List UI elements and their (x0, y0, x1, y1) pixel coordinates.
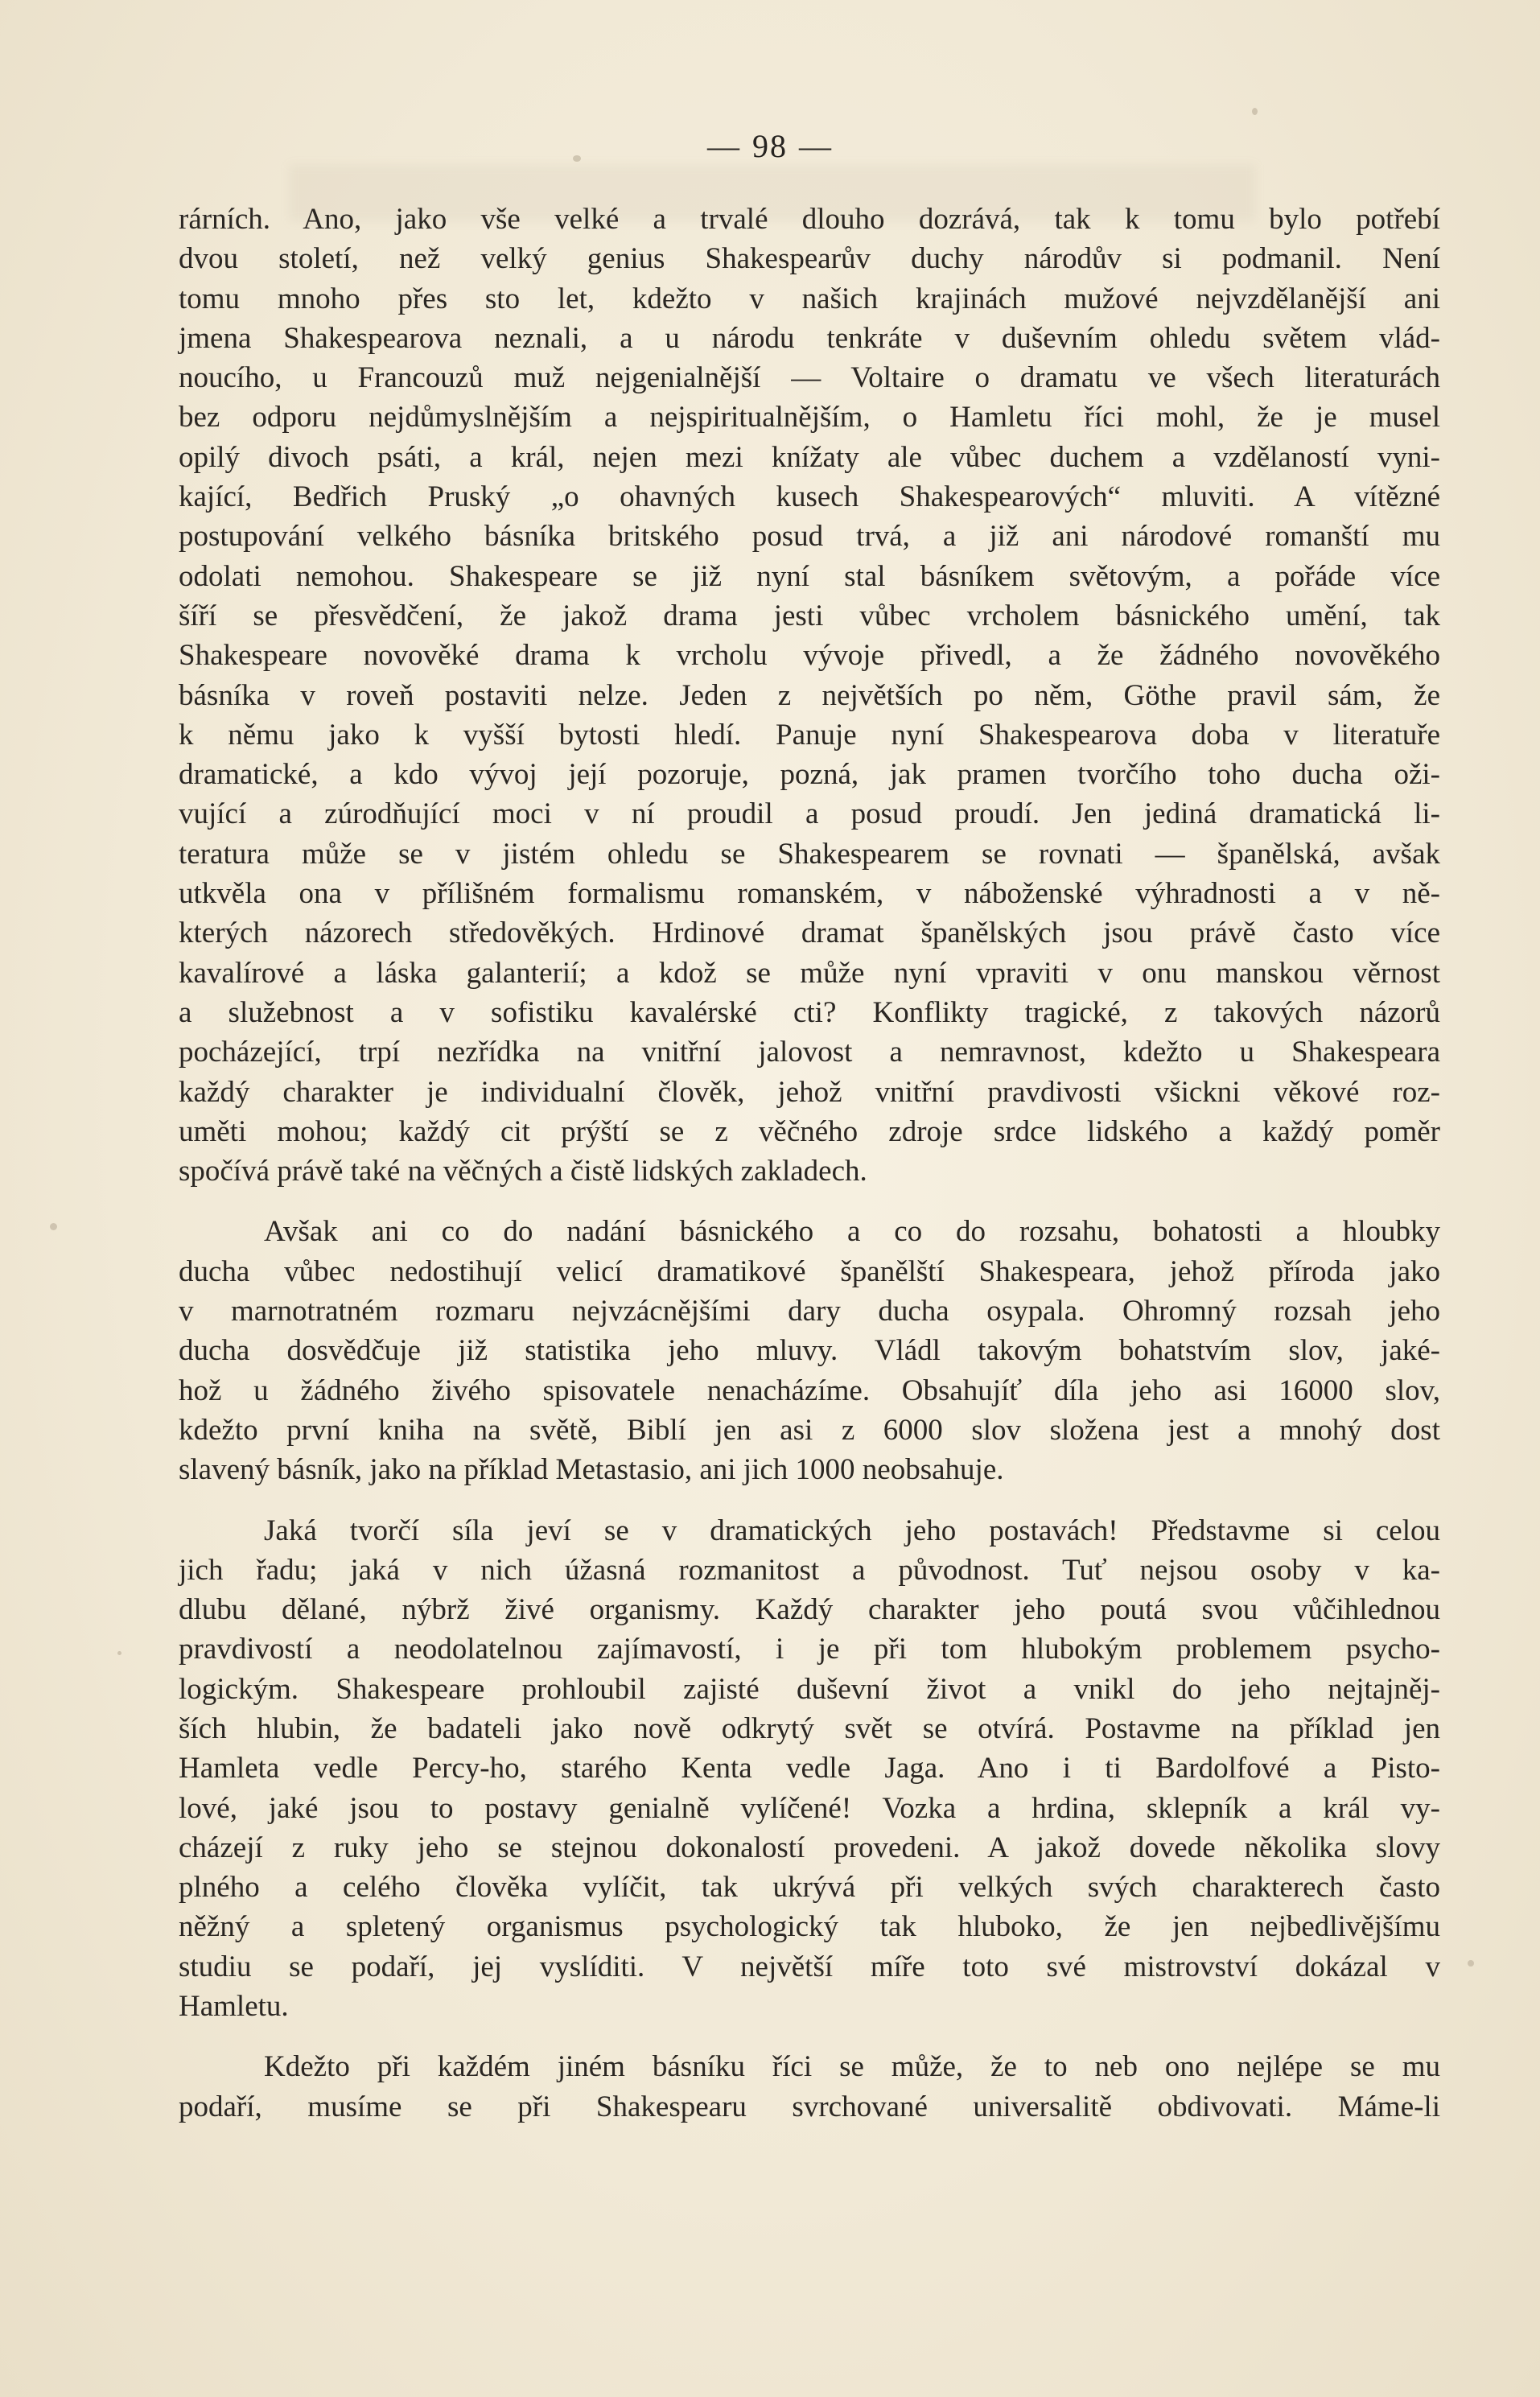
text-line: Kdežto při každém jiném básníku říci se může, že to neb ono nejlépe se mu (264, 2050, 1440, 2084)
paragraph (179, 200, 1440, 1191)
text-line: kající, Bedřich Pruský „o ohavných kusech Shakespearových“ mluviti. A vítězné (179, 480, 1440, 514)
text-line: slavený básník, jako na příklad Metastasio, ani jich 1000 neobsahuje. (179, 1453, 1004, 1487)
text-line: bez odporu nejdůmyslnějším a nejspiritualnějším, o Hamletu říci mohl, že je musel (179, 401, 1440, 435)
paragraph (179, 1212, 1440, 1489)
text-line: rárních. Ano, jako vše velké a trvalé dlouho dozrává, tak k tomu bylo potřebí (179, 203, 1440, 236)
text-line: ších hlubin, že badateli jako nově odkrytý svět se otvírá. Postavme na příklad jen (179, 1711, 1440, 1745)
text-line: jich řadu; jaká v nich úžasná rozmanitost a původnost. Tuť nejsou osoby v ka- (179, 1553, 1440, 1587)
text-line: utkvěla ona v přílišném formalismu romanském, v náboženské výhradnosti a v ně- (179, 877, 1440, 911)
page-number-dash-right: — (799, 128, 833, 164)
text-line: cházejí z ruky jeho se stejnou dokonalostí provedeni. A jakož dovede několika slovy (179, 1831, 1440, 1864)
text-line: plného a celého člověka vylíčit, tak ukrývá při velkých svých charakterech často (179, 1871, 1440, 1905)
text-line: postupování velkého básníka britského posud trvá, a již ani národové romanští mu (179, 520, 1440, 554)
text-line: Shakespeare novověké drama k vrcholu vývoje přivedl, a že žádného novověkého (179, 639, 1440, 673)
text-line: a služebnost a v sofistiku kavalérské cti? Konflikty tragické, z takových názorů (179, 995, 1440, 1029)
text-line: něžný a spletený organismus psychologický tak hluboko, že jen nejbedlivějšímu (179, 1910, 1440, 1944)
text-line: dramatické, a kdo vývoj její pozoruje, pozná, jak pramen tvorčího toho ducha oži- (179, 758, 1440, 792)
paper-speck (117, 1651, 121, 1655)
text-line: kterých názorech středověkých. Hrdinové dramat španělských jsou právě často více (179, 916, 1440, 950)
text-line: v marnotratném rozmaru nejvzácnějšími dary ducha osypala. Ohromný rozsah jeho (179, 1295, 1440, 1328)
text-line: dvou století, než velký genius Shakespearův duchy národův si podmanil. Není (179, 242, 1440, 276)
paragraph (179, 2047, 1440, 2127)
text-line: teratura může se v jistém ohledu se Shakespearem se rovnati — španělská, avšak (179, 837, 1440, 871)
text-line: ducha vůbec nedostihují velicí dramatikové španělští Shakespeara, jehož příroda jako (179, 1254, 1440, 1288)
page-number-value: 98 (752, 128, 788, 164)
paragraph (179, 1511, 1440, 2027)
text-line: k němu jako k vyšší bytosti hledí. Panuje nyní Shakespearova doba v literatuře (179, 718, 1440, 752)
text-line: básníka v roveň postaviti nelze. Jeden z největších po něm, Göthe pravil sám, že (179, 678, 1440, 712)
text-line: hož u žádného živého spisovatele nenacházíme. Obsahujíť díla jeho asi 16000 slov, (179, 1374, 1440, 1407)
page-number (0, 127, 1540, 165)
text-line: podaří, musíme se při Shakespearu svrchované universalitě obdivovati. Máme-li (179, 2090, 1440, 2123)
paper-speck (50, 1223, 57, 1230)
text-line: logickým. Shakespeare prohloubil zajisté duševní život a vnikl do jeho nejtajněj- (179, 1672, 1440, 1706)
text-line: pravdivostí a neodolatelnou zajímavostí, i je při tom hlubokým problemem psycho- (179, 1633, 1440, 1666)
text-line: odolati nemohou. Shakespeare se již nyní stal básníkem světovým, a pořáde více (179, 559, 1440, 593)
text-line: kavalírové a láska galanterií; a kdož se může nyní vpraviti v onu manskou věrnost (179, 956, 1440, 990)
text-line: vující a zúrodňující moci v ní proudil a posud proudí. Jen jediná dramatická li- (179, 797, 1440, 831)
text-line: spočívá právě také na věčných a čistě lidských zakladech. (179, 1155, 867, 1188)
text-line: každý charakter je individualní člověk, jehož vnitřní pravdivosti všickni věkové roz- (179, 1075, 1440, 1109)
paper-speck (1252, 108, 1258, 115)
text-line: tomu mnoho přes sto let, kdežto v našich krajinách mužové nejvzdělanější ani (179, 282, 1440, 315)
text-line: Jaká tvorčí síla jeví se v dramatických jeho postavách! Představme si celou (264, 1514, 1440, 1547)
text-line: kdežto první kniha na světě, Biblí jen asi z 6000 slov složena jest a mnohý dost (179, 1413, 1440, 1447)
text-line: šíří se přesvědčení, že jakož drama jesti vůbec vrcholem básnického umění, tak (179, 599, 1440, 632)
text-line: studiu se podaří, jej vyslíditi. V největší míře toto své mistrovství dokázal v (179, 1950, 1440, 1983)
text-line: pocházející, trpí nezřídka na vnitřní jalovost a nemravnost, kdežto u Shakespeara (179, 1036, 1440, 1069)
text-line: Hamletu. (179, 1990, 289, 2024)
text-line: jmena Shakespearova neznali, a u národu tenkráte v duševním ohledu světem vlád- (179, 321, 1440, 355)
text-line: ducha dosvědčuje již statistika jeho mluvy. Vládl takovým bohatstvím slov, jaké- (179, 1334, 1440, 1368)
text-line: uměti mohou; každý cit prýští se z věčného zdroje srdce lidského a každý poměr (179, 1114, 1440, 1148)
text-line: dlubu dělané, nýbrž živé organismy. Každý charakter jeho poutá svou vůčihlednou (179, 1593, 1440, 1627)
body-text (179, 200, 1440, 2127)
text-line: noucího, u Francouzů muž nejgenialnější — Voltaire o dramatu ve všech literaturách (179, 361, 1440, 395)
text-line: Avšak ani co do nadání básnického a co do rozsahu, bohatosti a hloubky (264, 1215, 1440, 1249)
page-number-dash-left: — (707, 128, 741, 164)
text-line: lové, jaké jsou to postavy genialně vylíčené! Vozka a hrdina, sklepník a král vy- (179, 1791, 1440, 1825)
paper-speck (1468, 1960, 1474, 1967)
text-line: Hamleta vedle Percy-ho, starého Kenta vedle Jaga. Ano i ti Bardolfové a Pisto- (179, 1752, 1440, 1785)
text-line: opilý divoch psáti, a král, nejen mezi knížaty ale vůbec duchem a vzdělaností vyni- (179, 440, 1440, 474)
